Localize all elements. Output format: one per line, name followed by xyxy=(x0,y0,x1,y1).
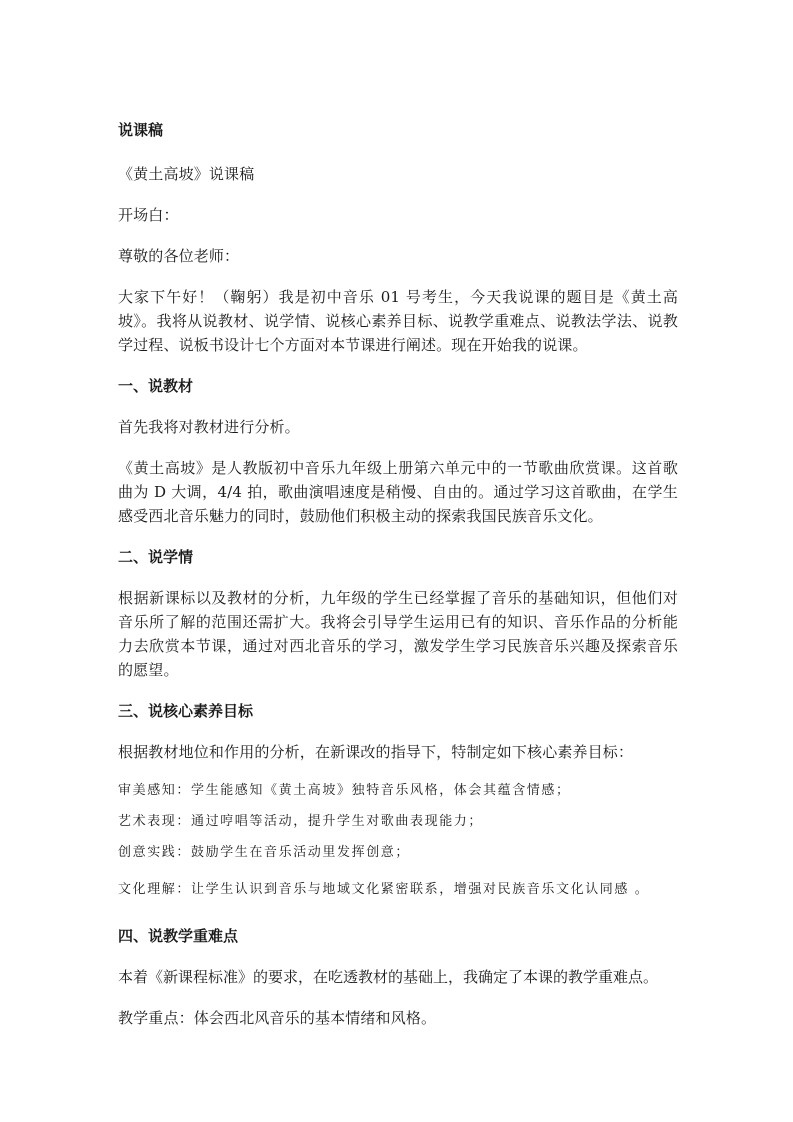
section-heading-goals: 三、说核心素养目标 xyxy=(118,702,254,720)
textbook-paragraph-1: 首先我将对教材进行分析。 xyxy=(118,418,300,436)
opening-label: 开场白： xyxy=(118,206,179,224)
document-title: 说课稿 xyxy=(118,121,164,139)
lesson-subtitle: 《黄土高坡》说课稿 xyxy=(118,165,255,183)
goal-item: 艺术表现：通过哼唱等活动，提升学生对歌曲表现能力； xyxy=(118,814,484,829)
key-points-paragraph-1: 本着《新课程标准》的要求，在吃透教材的基础上，我确定了本课的教学重难点。 xyxy=(118,968,659,986)
students-paragraph: 根据新课标以及教材的分析，九年级的学生已经掌握了音乐的基础知识，但他们对音乐所了解的范围还需扩大。我将会引导学生运用已有的知识、音乐作品的分析能力去欣赏本节课，通过对西北音乐的学习，激发学生学习民族音乐兴趣及探索音乐的愿望。 xyxy=(118,589,678,679)
intro-paragraph: 大家下午好！（鞠躬）我是初中音乐 01 号考生，今天我说课的题目是《黄土高坡》。我将从说教材、说学情、说核心素养目标、说教学重难点、说教法学法、说教学过程、说板书设计七个方面对本节课进行阐述。现在开始我的说课。 xyxy=(118,288,678,354)
section-heading-students: 二、说学情 xyxy=(118,548,194,566)
goal-item: 文化理解：让学生认识到音乐与地域文化紧密联系，增强对民族音乐文化认同感 。 xyxy=(118,882,650,897)
goals-intro: 根据教材地位和作用的分析，在新课改的指导下，特制定如下核心素养目标： xyxy=(118,743,634,761)
textbook-paragraph-2: 《黄土高坡》是人教版初中音乐九年级上册第六单元中的一节歌曲欣赏课。这首歌曲为 D 大调，4/4 拍，歌曲演唱速度是稍慢、自由的。通过学习这首歌曲，在学生感受西北音乐魅力的同时，鼓励他们积极主动的探索我国民族音乐文化。 xyxy=(118,459,678,525)
section-heading-textbook: 一、说教材 xyxy=(118,377,194,395)
goal-item: 创意实践：鼓励学生在音乐活动里发挥创意； xyxy=(118,845,411,860)
key-points-paragraph-2: 教学重点：体会西北风音乐的基本情绪和风格。 xyxy=(118,1009,437,1027)
goal-item: 审美感知：学生能感知《黄土高坡》独特音乐风格，体会其蕴含情感； xyxy=(118,783,571,798)
section-heading-key-points: 四、说教学重难点 xyxy=(118,927,239,945)
greeting: 尊敬的各位老师： xyxy=(118,247,240,265)
document-page xyxy=(118,118,678,1047)
